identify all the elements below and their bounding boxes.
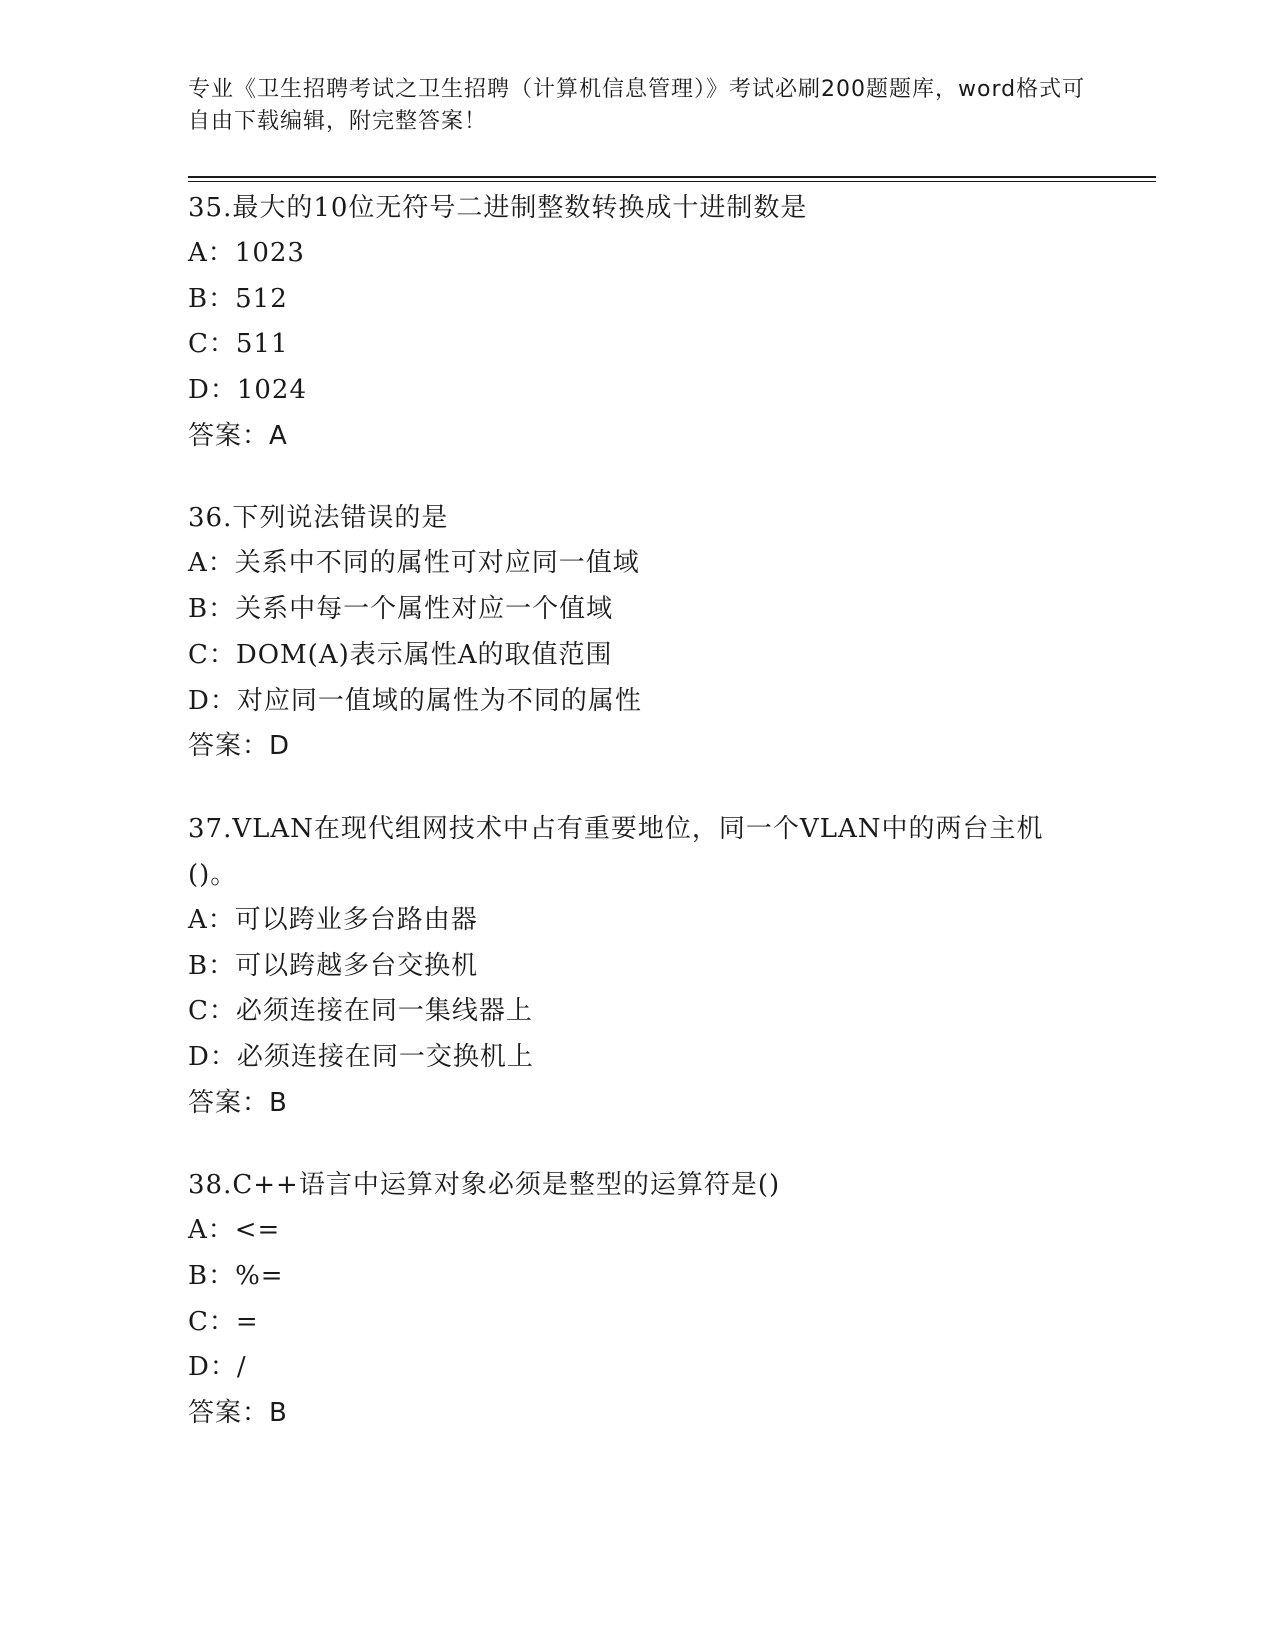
option-b: B：可以跨越多台交换机 <box>188 950 479 981</box>
question-list <box>188 185 1088 1473</box>
answer-key: 答案：B <box>188 1398 288 1429</box>
option-a: A：<= <box>188 1215 281 1246</box>
option-d: D：必须连接在同一交换机上 <box>188 1041 534 1072</box>
question-stem: 37.VLAN在现代组网技术中占有重要地位，同一个VLAN中的两台主机()。 <box>188 813 1044 890</box>
document-intro: 专业《卫生招聘考试之卫生招聘（计算机信息管理）》考试必刷200题题库，word格式可自由下载编辑，附完整答案！ <box>188 77 1086 134</box>
question-stem: 36.下列说法错误的是 <box>188 503 449 534</box>
option-c: C：DOM(A)表示属性A的取值范围 <box>188 639 613 670</box>
option-a: A：关系中不同的属性可对应同一值域 <box>188 548 640 579</box>
header-divider-thick <box>188 176 1156 178</box>
option-d: D：对应同一值域的属性为不同的属性 <box>188 685 642 716</box>
option-c: C：必须连接在同一集线器上 <box>188 996 533 1027</box>
answer-key: 答案：A <box>188 420 288 451</box>
header-divider-thin <box>188 181 1156 182</box>
option-a: A：可以跨业多台路由器 <box>188 904 478 935</box>
option-d: D：/ <box>188 1352 247 1383</box>
option-c: C：= <box>188 1306 259 1337</box>
question-35 <box>188 185 1088 459</box>
option-d: D：1024 <box>188 375 308 406</box>
question-38 <box>188 1162 1088 1436</box>
question-stem: 38.C++语言中运算对象必须是整型的运算符是() <box>188 1170 781 1201</box>
question-36 <box>188 495 1088 769</box>
answer-key: 答案：D <box>188 731 291 762</box>
answer-key: 答案：B <box>188 1087 288 1118</box>
option-a: A：1023 <box>188 238 305 268</box>
option-b: B：%= <box>188 1261 284 1292</box>
option-c: C：511 <box>188 329 289 360</box>
question-stem: 35.最大的10位无符号二进制整数转换成十进制数是 <box>188 193 808 223</box>
option-b: B：512 <box>188 283 288 314</box>
question-37 <box>188 806 1088 1126</box>
option-b: B：关系中每一个属性对应一个值域 <box>188 594 614 625</box>
